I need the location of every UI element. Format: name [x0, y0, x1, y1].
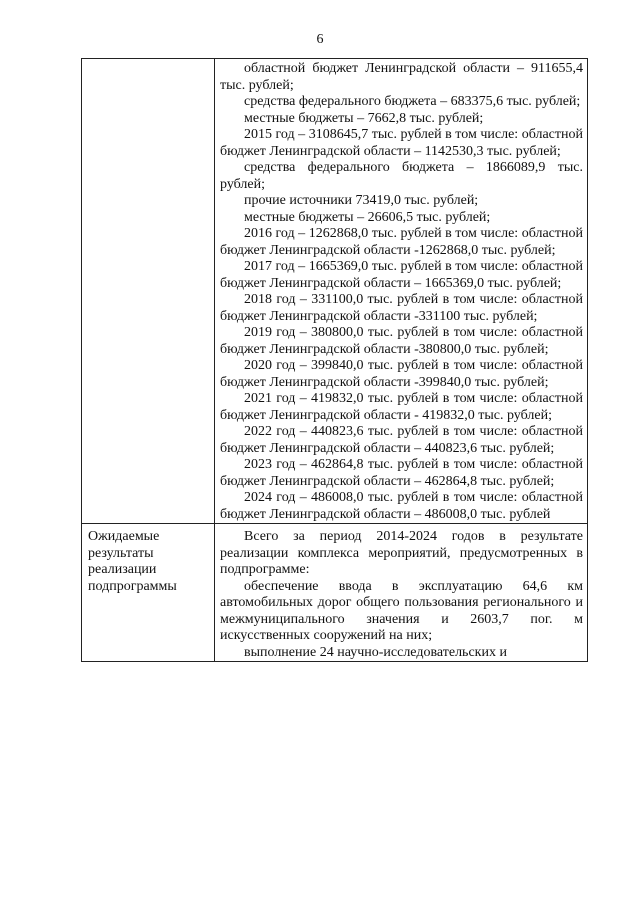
funding-paragraph: 2017 год – 1665369,0 тыс. рублей в том числе: областной бюджет Ленинградской области – 1665369,0 тыс. рублей;	[220, 259, 583, 291]
results-row	[82, 524, 588, 662]
results-paragraph: обеспечение ввода в эксплуатацию 64,6 км автомобильных дорог общего пользования регионального и межмуниципального значения и 2603,7 пог. м искусственных сооружений на них;	[220, 578, 583, 643]
funding-paragraph: местные бюджеты – 7662,8 тыс. рублей;	[244, 110, 484, 126]
funding-paragraph: 2018 год – 331100,0 тыс. рублей в том числе: областной бюджет Ленинградской области -331100 тыс. рублей;	[220, 292, 583, 324]
funding-paragraph: областной бюджет Ленинградской области – 911655,4 тыс. рублей;	[220, 61, 583, 93]
funding-paragraph: 2015 год – 3108645,7 тыс. рублей в том числе: областной бюджет Ленинградской области – 1142530,3 тыс. рублей;	[220, 127, 583, 159]
program-table	[81, 58, 588, 662]
funding-paragraph: 2020 год – 399840,0 тыс. рублей в том числе: областной бюджет Ленинградской области -399840,0 тыс. рублей;	[220, 358, 583, 390]
results-paragraph: Всего за период 2014-2024 годов в результате реализации комплекса мероприятий, предусмотренных в подпрограмме:	[220, 529, 583, 577]
funding-cell	[215, 59, 588, 524]
funding-label-cell	[82, 59, 215, 524]
funding-paragraph: 2023 год – 462864,8 тыс. рублей в том числе: областной бюджет Ленинградской области – 462864,8 тыс. рублей;	[220, 457, 583, 489]
funding-paragraph: средства федерального бюджета – 683375,6 тыс. рублей;	[244, 94, 581, 109]
funding-paragraph: 2021 год – 419832,0 тыс. рублей в том числе: областной бюджет Ленинградской области - 419832,0 тыс. рублей;	[220, 391, 583, 423]
funding-row	[82, 59, 588, 524]
funding-paragraph: прочие источники 73419,0 тыс. рублей;	[244, 193, 479, 208]
funding-paragraph: 2016 год – 1262868,0 тыс. рублей в том числе: областной бюджет Ленинградской области -1262868,0 тыс. рублей;	[220, 226, 583, 258]
funding-paragraph: 2019 год – 380800,0 тыс. рублей в том числе: областной бюджет Ленинградской области -380800,0 тыс. рублей;	[220, 325, 583, 357]
page-number: 6	[316, 32, 324, 47]
results-paragraph: выполнение 24 научно-исследовательских и	[244, 644, 507, 660]
results-cell	[215, 524, 588, 662]
funding-paragraph: средства федерального бюджета – 1866089,9 тыс. рублей;	[220, 160, 583, 192]
funding-paragraph: 2022 год – 440823,6 тыс. рублей в том числе: областной бюджет Ленинградской области – 440823,6 тыс. рублей;	[220, 424, 583, 456]
results-label-cell	[82, 524, 215, 662]
results-label: Ожидаемые результаты реализации подпрограммы	[88, 529, 177, 594]
funding-paragraph: местные бюджеты – 26606,5 тыс. рублей;	[244, 209, 491, 225]
funding-paragraph: 2024 год – 486008,0 тыс. рублей в том числе: областной бюджет Ленинградской области – 486008,0 тыс. рублей	[220, 490, 583, 522]
